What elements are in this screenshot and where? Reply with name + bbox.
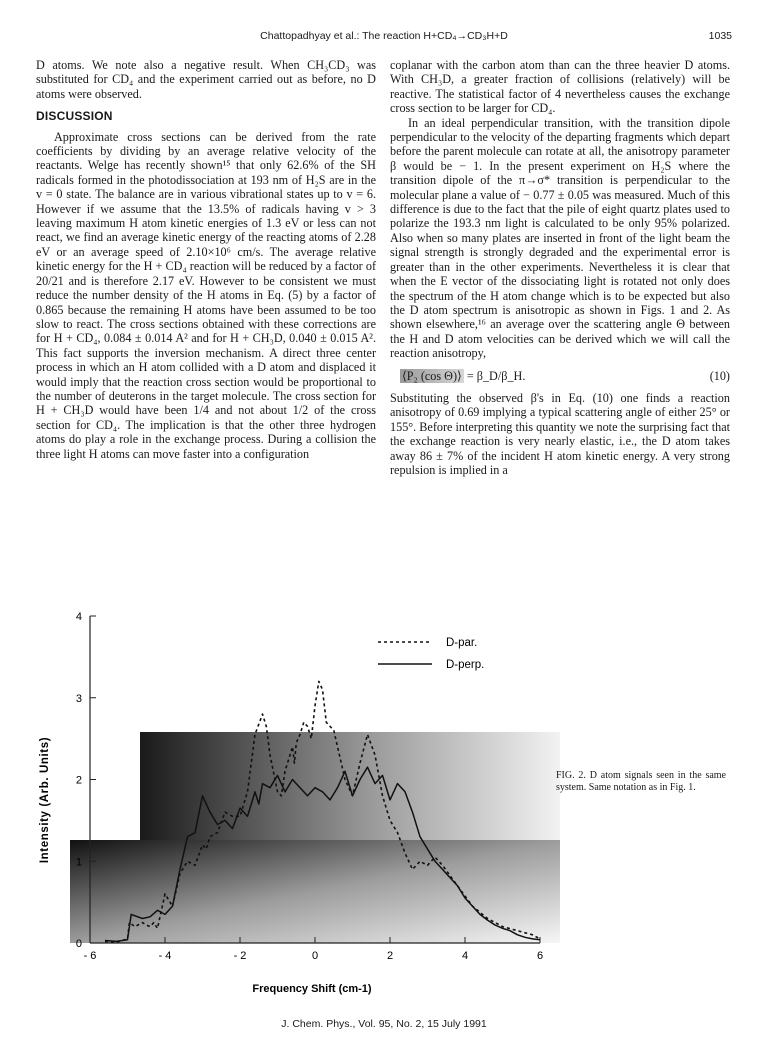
- figure-2: [20, 600, 560, 1005]
- x-tick-label: 4: [461, 950, 469, 962]
- y-tick-label: 3: [75, 692, 82, 705]
- right-column: [390, 58, 730, 477]
- equation-number: (10): [709, 368, 730, 383]
- right-paragraph-1: coplanar with the carbon atom than can the three heavier D atoms. With CH₃D, a greater fraction of collisions (relatively) will be reactive. The statistical factor of 4 nevertheless causes the exchange cross section to be larger for CD₄.: [390, 58, 730, 116]
- page-number: 1035: [708, 30, 732, 42]
- right-paragraph-2: In an ideal perpendicular transition, with the transition dipole perpendicular to the velocity of the departing fragments which depart before the parent molecule can rotate at all, the anisotropy parameter β would be − 1. In the present experiment on H₂S where the transition dipole of the π→σ* transition is perpendicular to the molecular plane a value of − 0.77 ± 0.05 was measured. Much of this difference is due to the fact that the pile of eight quartz plates used to polarize the 193.3 nm light is calculated to be only 95% polarized. Also when so many plates are inserted in front of the light beam the signal strength is strongly degraded and the experimental error is greater than in the other experiments. Nevertheless it is clear that when the E vector of the dissociating light is rotated not only does the spectrum of the H atom change which is to be expected but also the D atom spectrum is anisotropic as shown in Figs. 1 and 2. As shown elsewhere,¹⁶ an average over the scattering angle Θ between the H and D atom velocities can be derived which we will call the reaction anisotropy,: [390, 115, 730, 361]
- y-tick-label: 1: [75, 856, 82, 869]
- equation-lhs: ⟨P₂ (cos Θ)⟩: [402, 368, 462, 383]
- running-header: [36, 30, 732, 46]
- right-paragraph-3: Substituting the observed β's in Eq. (10) one finds a reaction anisotropy of 0.69 implying a typical scattering angle of either 25° or 155°. Before interpreting this quantity we note the surprising fact that the exchange reaction is very nearly elastic, i.e., the D atom takes away 86 ± 7% of the incident H atom kinetic energy. A very strong repulsion is implied in a: [390, 390, 730, 477]
- legend-label: D-par.: [446, 637, 478, 649]
- x-tick-label: - 2: [233, 950, 247, 962]
- shading-band-lower: [70, 840, 560, 943]
- x-tick-label: - 4: [158, 950, 172, 962]
- y-tick-label: 0: [75, 938, 82, 950]
- equation-10: [390, 369, 730, 383]
- legend-label: D-perp.: [446, 659, 485, 671]
- x-axis-label: Frequency Shift (cm-1): [252, 983, 372, 995]
- y-tick-label: 2: [75, 774, 82, 787]
- left-paragraph-1: D atoms. We note also a negative result. When CH₃CD₃ was substituted for CD₄ and the experiment carried out as before, no D atoms were observed.: [36, 58, 376, 101]
- section-heading: DISCUSSION: [36, 109, 113, 124]
- x-tick-label: 0: [311, 950, 319, 962]
- y-tick-label: 4: [75, 611, 82, 623]
- page-footer: J. Chem. Phys., Vol. 95, No. 2, 15 July 1991: [281, 1018, 487, 1030]
- x-tick-label: 2: [386, 950, 394, 962]
- left-column: [36, 58, 376, 461]
- y-axis-label: Intensity (Arb. Units): [39, 736, 51, 864]
- figure-caption: FIG. 2. D atom signals seen in the same system. Same notation as in Fig. 1.: [556, 770, 726, 793]
- equation-rhs: = β_D/β_H.: [463, 368, 526, 383]
- x-tick-label: - 6: [83, 950, 97, 962]
- d-atom-signal-chart: [20, 600, 560, 1005]
- running-title: Chattopadhyay et al.: The reaction H+CD₄→CD₃H+D: [260, 30, 508, 42]
- equation-expression: [390, 369, 525, 383]
- x-tick-label: 6: [536, 950, 544, 962]
- left-paragraph-2: Approximate cross sections can be derived from the rate coefficients by dividing by an average relative velocity of the reactants. Welge has recently shown¹⁵ that only 62.6% of the SH radicals formed in the photodissociation at 193 nm of H₂S are in the v = 0 state. The balance are in various vibrational states up to v = 6. However if we assume that the 13.5% of radicals having v > 3 leaving maximum H atom kinetic energies of 1.3 eV or less can not react, we find an average kinetic energy of the reacting atoms of 2.28 eV or an average speed of 2.10×10⁶ cm/s. The average relative kinetic energy for the H + CD₄ reaction will be reduced by a factor of 20/21 and is therefore 2.17 eV. However to be consistent we must reduce the number density of the H atoms in Eq. (5) by a factor of 0.865 because the remaining H atoms have been assumed to be too slow to react. The cross sections obtained with these corrections are for H + CD₄, 0.084 ± 0.014 A² and for H + CH₃D, 0.040 ± 0.015 A². This fact supports the inversion mechanism. A direct three center process in which an H atom collided with a D atom and displaced it would imply that the reaction cross section would be proportional to the number of deuterons in the target molecule. The cross section for H + CH₃D would have been 1/4 and not about 1/2 of the cross section for CD₄. The implication is that the other three hydrogen atoms do play a role in the exchange process. During a collision the three light H atoms can move faster into a configuration: [36, 129, 376, 461]
- legend: [378, 637, 484, 671]
